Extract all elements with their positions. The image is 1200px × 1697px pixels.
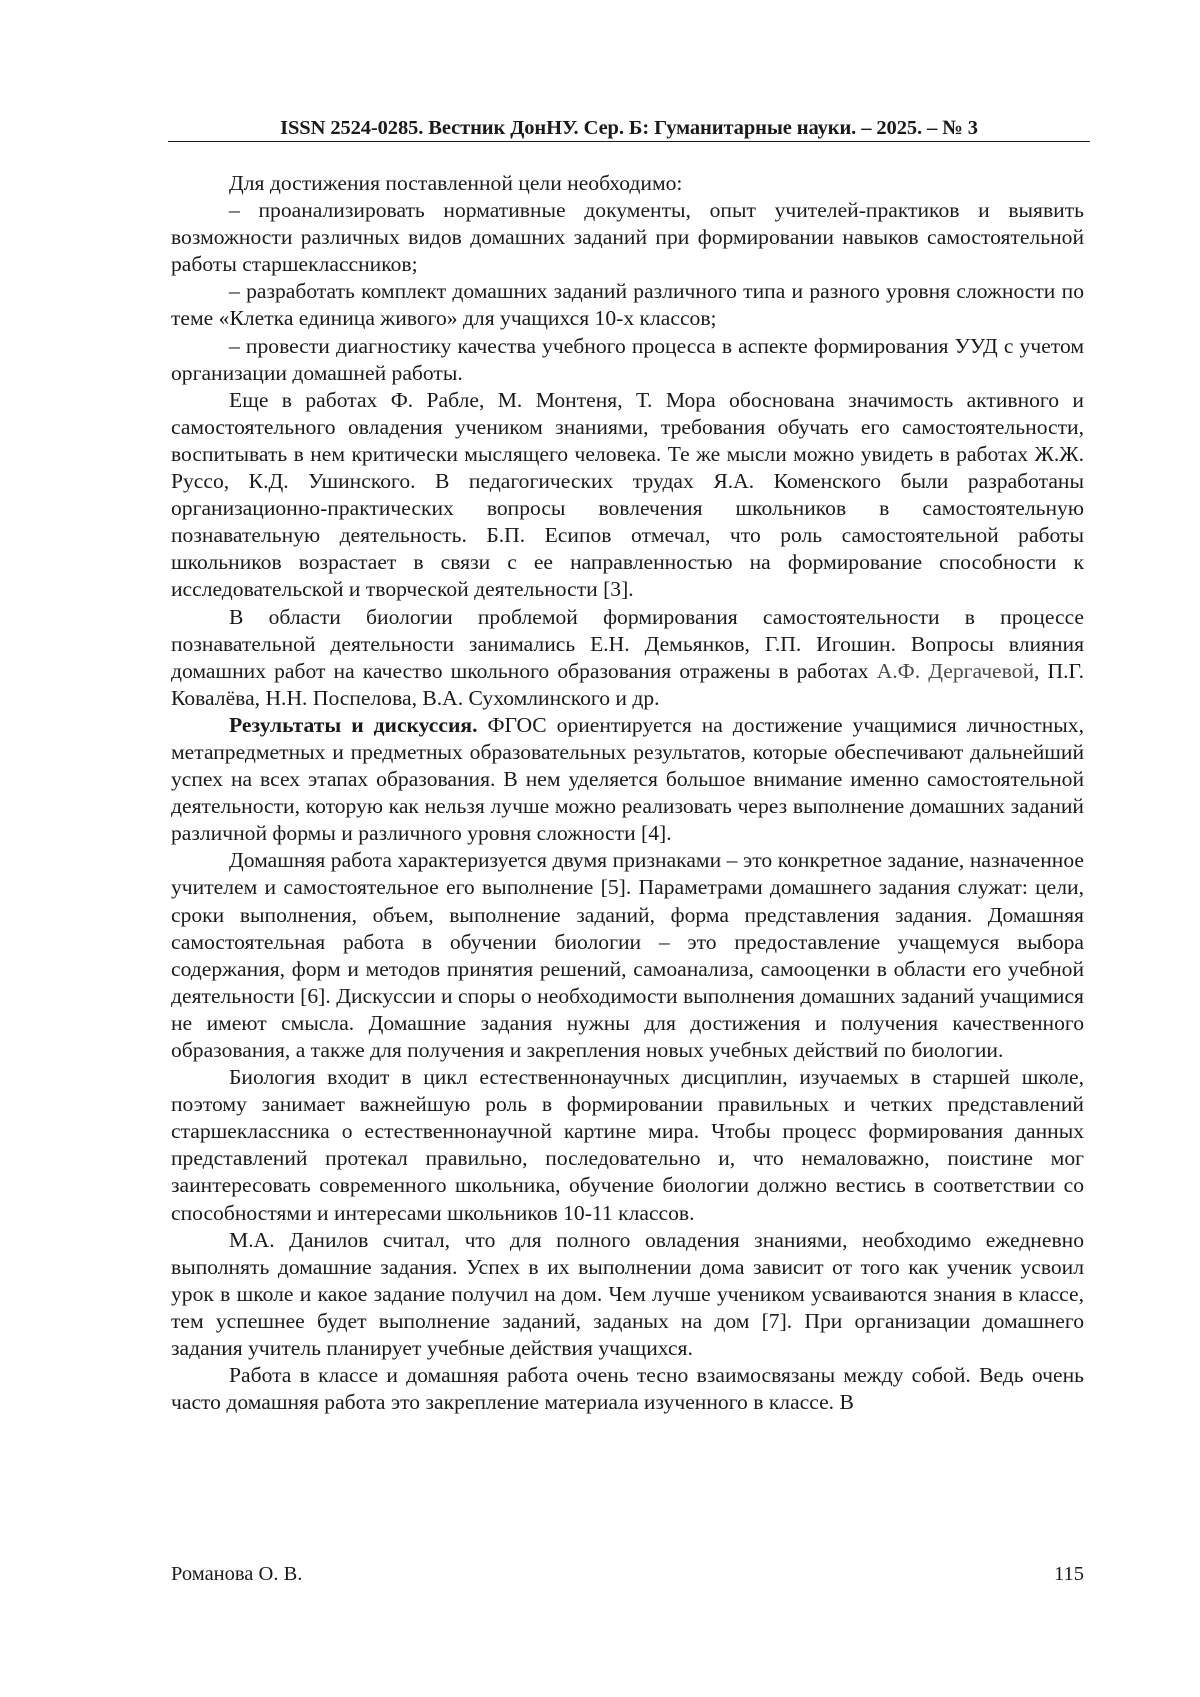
paragraph-biology-role: Биология входит в цикл естественнонаучных дисциплин, изучаемых в старшей школе, поэтому занимает важнейшую роль в формировании правильных и четких представлений старшеклассника о естественнонаучной картине мира. Чтобы процесс формирования данных представлений протекал правильно, последовательно и, что немаловажно, поистине мог заинтересовать современного школьника, обучение биологии должно вестись в соответствии со способностями и интересами школьников 10-11 классов.	[171, 1065, 1084, 1225]
paragraph-classwork: Работа в классе и домашняя работа очень тесно взаимосвязаны между собой. Ведь очень часто домашняя работа это закрепление материала изученного в классе. В	[171, 1363, 1084, 1415]
paragraph-task-2: – разработать комплект домашних заданий различного типа и разного уровня сложности по теме «Клетка единица живого» для учащихся 10-х классов;	[171, 279, 1084, 331]
paragraph-biology-field-tail: , П.Г. Ковалёва, Н.Н. Поспелова, В.А. Сухомлинского и др.	[171, 658, 1084, 710]
paragraph-task-1: – проанализировать нормативные документы, опыт учителей-практиков и выявить возможности различных видов домашних заданий при формировании навыков самостоятельной работы старшеклассников;	[171, 198, 1084, 277]
paragraph-results	[171, 712, 1084, 847]
page-number: 115	[1054, 1563, 1084, 1585]
paragraph-danilov: М.А. Данилов считал, что для полного овладения знаниями, необходимо ежедневно выполнять домашние задания. Успех в их выполнении дома зависит от того как ученик усвоил урок в школе и какое задание получил на дом. Чем лучше учеником усваиваются знания в классе, тем успешнее будет выполнение заданий, заданых на дом [7]. При организации домашнего задания учитель планирует учебные действия учащихся.	[171, 1227, 1084, 1361]
paragraph-biology-field	[171, 604, 1084, 712]
header-divider	[168, 141, 1090, 142]
section-heading-results: Результаты и дискуссия.	[229, 712, 478, 737]
article-body	[171, 170, 1084, 1416]
paragraph-history: Еще в работах Ф. Рабле, М. Монтеня, Т. Мора обоснована значимость активного и самостоятельного овладения учеником знаниями, требования обучать его самостоятельности, воспитывать в нем критически мыслящего человека. Те же мысли можно увидеть в работах Ж.Ж. Руссо, К.Д. Ушинского. В педагогических трудах Я.А. Коменского были разработаны организационно-практических вопросы вовлечения школьников в самостоятельную познавательную деятельность. Б.П. Есипов отмечал, что роль самостоятельной работы школьников возрастает в связи с ее направленностью на формирование способности к исследовательской и творческой деятельности [3].	[171, 387, 1084, 602]
journal-header: ISSN 2524-0285. Вестник ДонНУ. Сер. Б: Гуманитарные науки. – 2025. – № 3	[280, 117, 978, 139]
reference-name-faint: А.Ф. Дергачевой	[876, 658, 1035, 683]
paragraph-goal-intro: Для достижения поставленной цели необходимо:	[229, 171, 683, 195]
paragraph-results-text: ФГОС ориентируется на достижение учащимися личностных, метапредметных и предметных образовательных результатов, которые обеспечивают дальнейший успех на всех этапах образования. В нем уделяется большое внимание именно самостоятельной деятельности, которую как нельзя лучше можно реализовать через выполнение домашних заданий различной формы и различного уровня сложности [4].	[171, 712, 1084, 846]
footer-author: Романова О. В.	[171, 1563, 303, 1585]
paragraph-biology-field-main: В области биологии проблемой формирования самостоятельности в процессе познавательной деятельности занимались Е.Н. Демьянков, Г.П. Игошин. Вопросы влияния домашних работ на качество школьного образования отражены в работах	[171, 604, 1084, 683]
paragraph-homework-definition: Домашняя работа характеризуется двумя признаками – это конкретное задание, назначенное учителем и самостоятельное его выполнение [5]. Параметрами домашнего задания служат: цели, сроки выполнения, объем, выполнение заданий, форма представления задания. Домашняя самостоятельная работа в обучении биологии – это предоставление учащемуся выбора содержания, форм и методов принятия решений, самоанализа, самооценки в области его учебной деятельности [6]. Дискуссии и споры о необходимости выполнения домашних заданий учащимися не имеют смысла. Домашние задания нужны для достижения и получения качественного образования, а также для получения и закрепления новых учебных действий по биологии.	[171, 848, 1084, 1062]
paragraph-task-3: – провести диагностику качества учебного процесса в аспекте формирования УУД с учетом организации домашней работы.	[171, 333, 1084, 385]
